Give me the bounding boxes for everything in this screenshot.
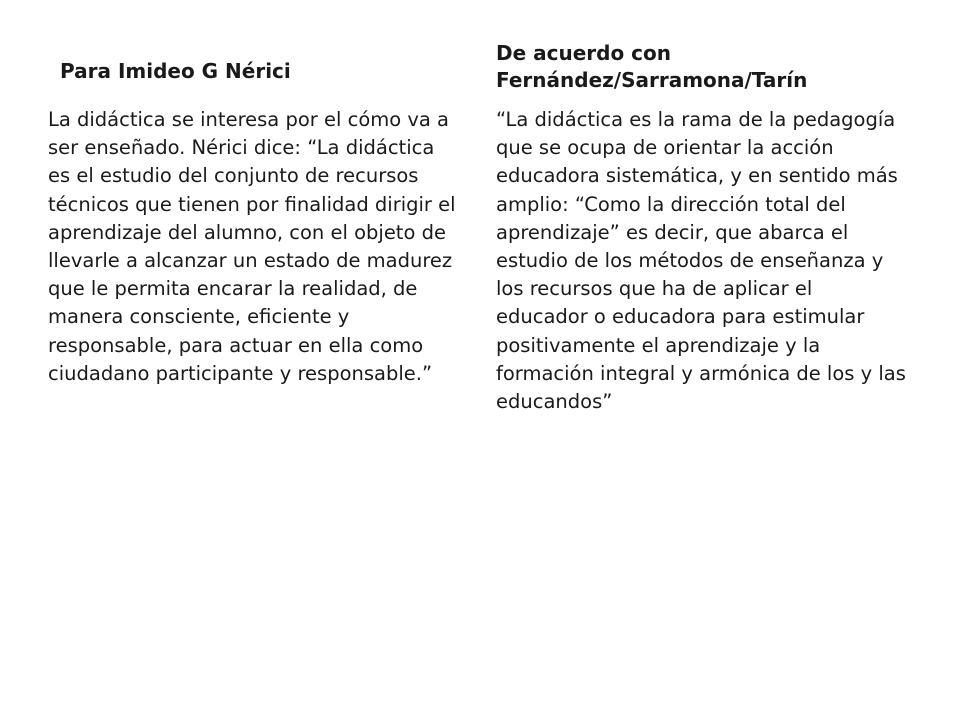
right-heading: De acuerdo con Fernández/Sarramona/Tarín [496, 41, 808, 92]
right-body-text: “La didáctica es la rama de la pedagogía que se ocupa de orientar la acción educadora sistemática, y en sentido más amplio: “Como la dirección total del aprendizaje” es decir, que abarca el estudio de los métodos de enseñanza y los recursos que ha de aplicar el educador o educadora para estimular positivamente el aprendizaje y la formación integral y armónica de los y las educandos” [496, 108, 906, 414]
left-heading: Para Imideo G Nérici [60, 59, 291, 83]
left-body-text: La didáctica se interesa por el cómo va a ser enseñado. Nérici dice: “La didáctica es el estudio del conjunto de recursos técnicos que tienen por finalidad dirigir el aprendizaje del alumno, con el objeto de llevarle a alcanzar un estado de madurez que le permita encarar la realidad, de manera consciente, eficiente y responsable, para actuar en ella como ciudadano participante y responsable.” [48, 108, 456, 385]
